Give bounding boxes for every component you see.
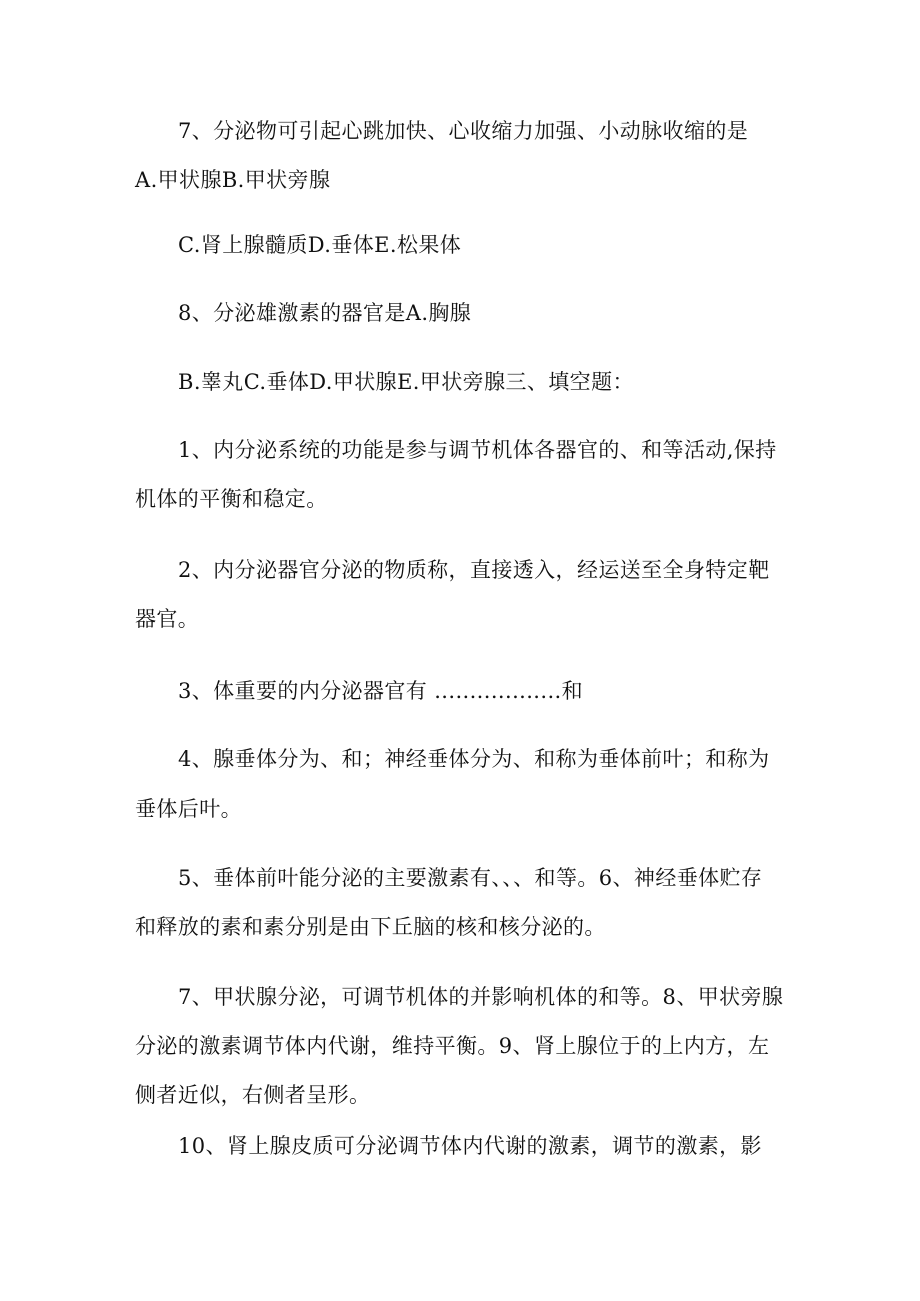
- question-8-stem: 8、分泌雄激素的器官是A.胸腺: [178, 301, 472, 325]
- question-8-options: B.睾丸C.垂体D.甲状腺E.甲状旁腺三、填空题：: [178, 370, 634, 394]
- fill-blank-3: 3、体重要的内分泌器官有 ..................和: [178, 679, 583, 703]
- question-7-stem: 7、分泌物可引起心跳加快、心收缩力加强、小动脉收缩的是: [178, 119, 749, 143]
- fill-blank-1-line-2: 机体的平衡和稳定。: [135, 487, 328, 511]
- fill-blank-5-6-line-2: 和释放的素和素分别是由下丘脑的核和核分泌的。: [135, 915, 606, 939]
- question-7-options-cde: C.肾上腺髓质D.垂体E.松果体: [178, 233, 462, 257]
- fill-blank-7-9-line-3: 侧者近似，右侧者呈形。: [135, 1083, 371, 1107]
- fill-blank-4-line-1: 4、腺垂体分为、和；神经垂体分为、和称为垂体前叶；和称为: [178, 747, 770, 771]
- fill-blank-7-9-line-2: 分泌的激素调节体内代谢，维持平衡。9、肾上腺位于的上内方，左: [135, 1034, 770, 1058]
- fill-blank-4-line-2: 垂体后叶。: [135, 797, 242, 821]
- fill-blank-2-line-2: 器官。: [135, 607, 200, 631]
- fill-blank-10: 10、肾上腺皮质可分泌调节体内代谢的激素，调节的激素，影: [178, 1134, 762, 1158]
- fill-blank-1-line-1: 1、内分泌系统的功能是参与调节机体各器官的、和等活动,保持: [178, 438, 777, 462]
- fill-blank-7-9-line-1: 7、甲状腺分泌，可调节机体的并影响机体的和等。8、甲状旁腺: [178, 985, 784, 1009]
- question-7-options-ab: A.甲状腺B.甲状旁腺: [135, 168, 331, 192]
- fill-blank-5-6-line-1: 5、垂体前叶能分泌的主要激素有、、、和等。6、神经垂体贮存: [178, 866, 763, 890]
- fill-blank-2-line-1: 2、内分泌器官分泌的物质称，直接透入，经运送至全身特定靶: [178, 558, 770, 582]
